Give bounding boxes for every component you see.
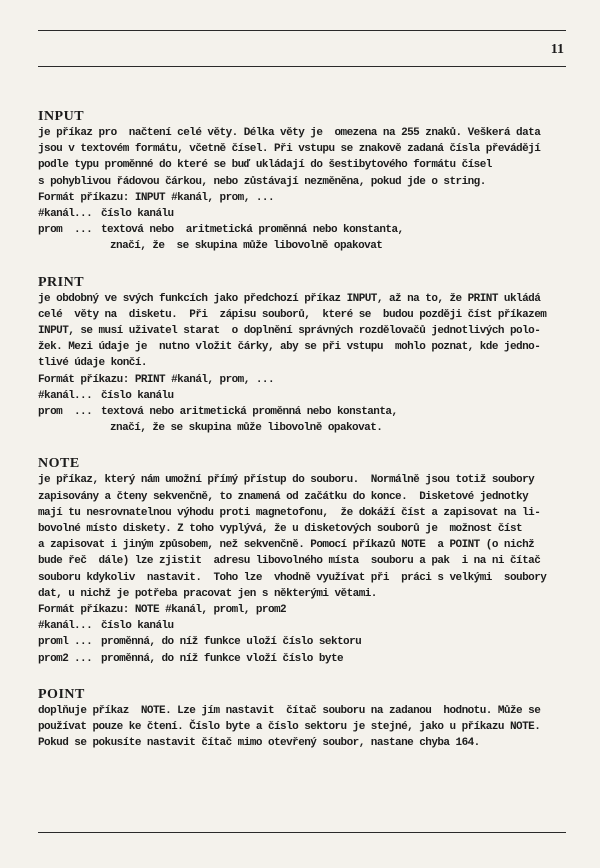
parameter-description: číslo kanálu: [101, 389, 174, 402]
parameter-item: [38, 651, 568, 667]
continuation-line: značí, že se skupina může libovolně opakovat: [110, 240, 383, 253]
page-number: 11: [550, 42, 564, 57]
format-line: Formát příkazu: NOTE #kanál, proml, prom2: [38, 604, 287, 617]
section-note: [38, 455, 568, 666]
text-line: Pokud se pokusíte nastavit čítač mimo otevřený soubor, nastane chyba 164.: [38, 737, 480, 750]
text-line: používat pouze ke čtení. Číslo byte a číslo sektoru je stejné, jako u příkazu NOTE.: [38, 721, 541, 734]
parameter-name: prom: [38, 406, 63, 419]
parameter-description: číslo kanálu: [101, 208, 174, 221]
text-line: souboru kdykoliv nastavit. Toho lze vhodně využívat při práci s velkými soubory: [38, 571, 547, 584]
parameter-description: textová nebo aritmetická proměnná nebo konstanta,: [101, 406, 398, 419]
parameter-item: [38, 634, 568, 650]
parameter-description: proměnná, do níž funkce vloží číslo byte: [101, 652, 344, 665]
format-line: Formát příkazu: PRINT #kanál, prom, ...: [38, 373, 274, 386]
section-point: [38, 686, 568, 752]
text-line: mají tu nesrovnatelnou výhodu proti magnetofonu, že dokáží číst a zapisovat na li-: [38, 506, 541, 519]
text-line: bude řeč dále) lze zjistit adresu libovolného místa souboru a pak i na ni čítač: [38, 555, 541, 568]
text-line: a zapisovat i jiným způsobem, než sekvenčně. Pomocí příkazů NOTE a POINT (o nichž: [38, 539, 535, 552]
text-line: doplňuje příkaz NOTE. Lze jím nastavit čítač souboru na zadanou hodnotu. Může se: [38, 704, 541, 717]
parameter-name: proml: [38, 636, 69, 649]
text-line: s pohyblivou řádovou čárkou, nebo zůstávají nezměněna, pokud jde o string.: [38, 175, 486, 188]
parameter-name: #kanál: [38, 389, 75, 402]
parameter-description: proměnná, do níž funkce uloží číslo sektoru: [101, 636, 362, 649]
text-line: jsou v textovém formátu, včetně čísel. Při vstupu se znakově zadaná čísla převádějí: [38, 143, 541, 156]
parameter-item: [38, 618, 568, 634]
parameter-item: [38, 206, 568, 222]
text-line: dat, u nichž je potřeba pracovat jen s některými větami.: [38, 587, 377, 600]
text-line: bovolné místo diskety. Z toho vyplývá, že u disketových souborů je možnost číst: [38, 523, 523, 536]
bottom-rule: [38, 832, 566, 833]
parameter-name: #kanál: [38, 208, 75, 221]
parameter-description: textová nebo aritmetická proměnná nebo konstanta,: [101, 224, 404, 237]
document-body: [38, 108, 568, 762]
section-heading: POINT: [38, 686, 85, 702]
section-input: [38, 108, 568, 255]
text-line: celé věty na disketu. Při zápisu souborů, které se budou později číst příkazem: [38, 308, 547, 321]
parameter-item: [38, 404, 568, 420]
format-line: Formát příkazu: INPUT #kanál, prom, ...: [38, 191, 274, 204]
parameter-description: číslo kanálu: [101, 620, 174, 633]
parameter-name: #kanál: [38, 620, 75, 633]
section-heading: INPUT: [38, 109, 85, 124]
text-line: INPUT, se musí uživatel starat o doplnění správných rozdělovačů jednotlivých polo-: [38, 325, 541, 338]
parameter-separator: ...: [74, 208, 93, 221]
text-line: je příkaz pro načtení celé věty. Délka věty je omezena na 255 znaků. Veškerá data: [38, 127, 541, 139]
parameter-item: [38, 388, 568, 404]
text-line: je příkaz, který nám umožní přímý přístup do souboru. Normálně jsou totiž soubory: [38, 474, 535, 487]
parameter-separator: ...: [74, 389, 93, 402]
parameter-separator: ...: [74, 224, 93, 237]
parameter-separator: ...: [74, 636, 93, 649]
continuation-line: značí, že se skupina může libovolně opakovat.: [110, 422, 383, 435]
parameter-separator: ...: [74, 406, 93, 419]
parameter-name: prom2: [38, 652, 69, 665]
text-line: tlivé údaje končí.: [38, 357, 147, 370]
text-line: je obdobný ve svých funkcích jako předchozí příkaz INPUT, až na to, že PRINT ukládá: [38, 292, 541, 305]
text-line: podle typu proměnné do které se buď ukládají do šestibytového formátu čísel: [38, 159, 492, 172]
section-print: [38, 274, 568, 437]
section-heading: PRINT: [38, 274, 85, 290]
section-heading: NOTE: [38, 456, 80, 472]
parameter-separator: ...: [74, 652, 93, 665]
header-rule: [38, 66, 566, 67]
text-line: žek. Mezi údaje je nutno vložit čárky, aby se při vstupu mohlo poznat, kde jedno-: [38, 341, 541, 354]
parameter-separator: ...: [74, 620, 93, 633]
parameter-name: prom: [38, 224, 63, 237]
parameter-item: [38, 222, 568, 238]
top-rule: [38, 30, 566, 31]
text-line: zapisovány a čteny sekvenčně, to znamená od začátku do konce. Disketové jednotky: [38, 490, 529, 503]
